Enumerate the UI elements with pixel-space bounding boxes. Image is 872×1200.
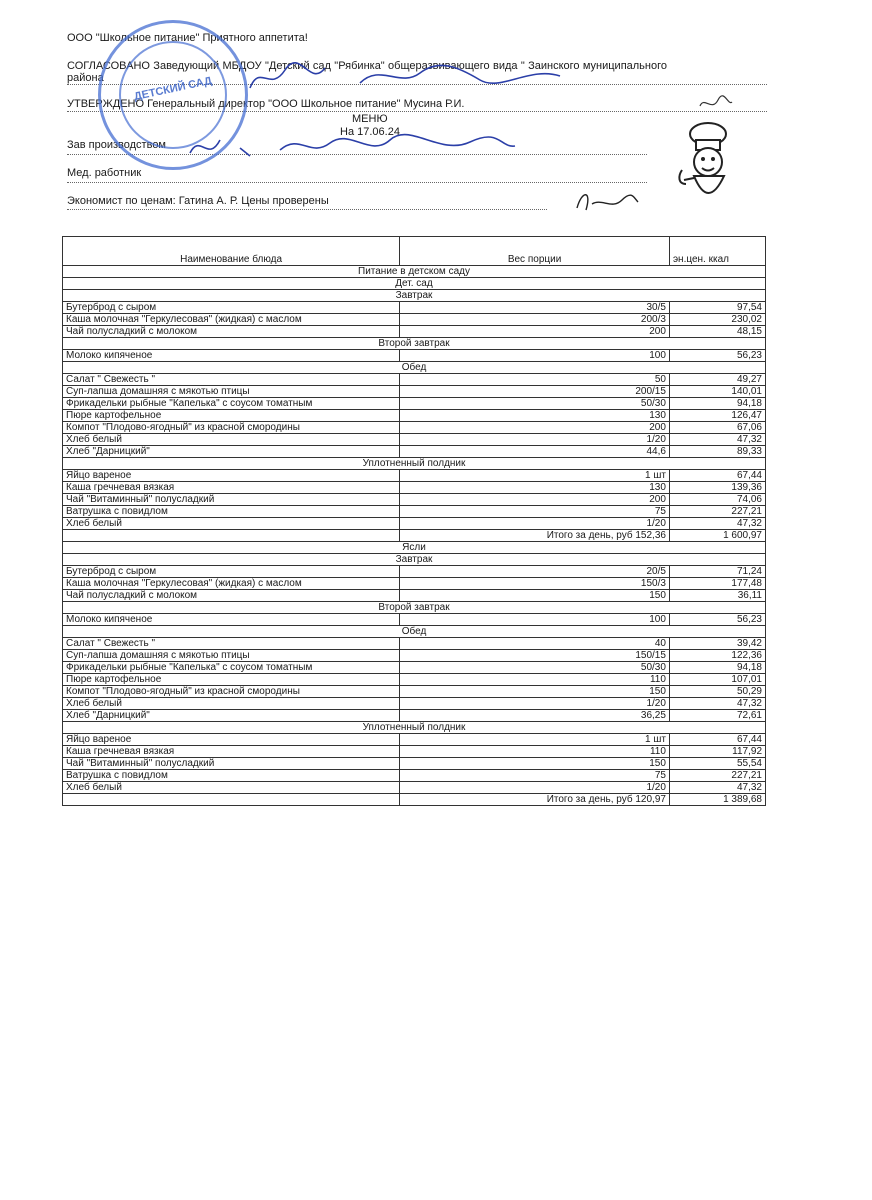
total-label: Итого за день, руб 120,97	[400, 794, 670, 806]
energy-kcal: 89,33	[669, 446, 765, 458]
portion-weight: 150	[400, 590, 670, 602]
total-spacer	[63, 530, 400, 542]
portion-weight: 1 шт	[400, 470, 670, 482]
dotted-divider	[67, 209, 547, 210]
dish-name: Фрикадельки рыбные "Капелька" с соусом томатным	[63, 662, 400, 674]
portion-weight: 1/20	[400, 782, 670, 794]
production-head: Зав производством	[67, 139, 166, 151]
dish-name: Чай "Витаминный" полусладкий	[63, 494, 400, 506]
meal-title: Обед	[63, 362, 766, 374]
table-row	[63, 326, 766, 338]
portion-weight: 44,6	[400, 446, 670, 458]
energy-kcal: 94,18	[669, 662, 765, 674]
dish-name: Хлеб белый	[63, 782, 400, 794]
group-title-row	[63, 542, 766, 554]
portion-weight: 50/30	[400, 398, 670, 410]
table-row	[63, 494, 766, 506]
energy-kcal: 67,06	[669, 422, 765, 434]
dish-name: Хлеб "Дарницкий"	[63, 446, 400, 458]
table-header-row	[63, 237, 766, 266]
med-worker: Мед. работник	[67, 167, 142, 179]
dish-name: Ватрушка с повидлом	[63, 770, 400, 782]
signature-handwritten	[572, 188, 642, 218]
portion-weight: 130	[400, 410, 670, 422]
menu-table	[62, 236, 766, 806]
energy-kcal: 122,36	[669, 650, 765, 662]
table-row	[63, 710, 766, 722]
table-row	[63, 686, 766, 698]
table-row	[63, 746, 766, 758]
table-row	[63, 470, 766, 482]
table-row	[63, 446, 766, 458]
portion-weight: 150/15	[400, 650, 670, 662]
energy-kcal: 39,42	[669, 638, 765, 650]
portion-weight: 75	[400, 506, 670, 518]
energy-kcal: 67,44	[669, 470, 765, 482]
table-row	[63, 578, 766, 590]
table-row	[63, 410, 766, 422]
dish-name: Суп-лапша домашняя с мякотью птицы	[63, 386, 400, 398]
table-row	[63, 398, 766, 410]
table-row	[63, 782, 766, 794]
portion-weight: 1 шт	[400, 734, 670, 746]
portion-weight: 1/20	[400, 434, 670, 446]
energy-kcal: 230,02	[669, 314, 765, 326]
portion-weight: 1/20	[400, 518, 670, 530]
total-kcal: 1 389,68	[669, 794, 765, 806]
dish-name: Яйцо вареное	[63, 734, 400, 746]
energy-kcal: 117,92	[669, 746, 765, 758]
meal-title-row	[63, 602, 766, 614]
energy-kcal: 140,01	[669, 386, 765, 398]
table-row	[63, 566, 766, 578]
column-header-weight: Вес порции	[400, 237, 670, 266]
energy-kcal: 47,32	[669, 698, 765, 710]
table-row	[63, 614, 766, 626]
energy-kcal: 49,27	[669, 374, 765, 386]
dotted-divider	[67, 182, 647, 183]
group-title: Дет. сад	[63, 278, 766, 290]
portion-weight: 110	[400, 746, 670, 758]
portion-weight: 200/3	[400, 314, 670, 326]
portion-weight: 36,25	[400, 710, 670, 722]
energy-kcal: 56,23	[669, 614, 765, 626]
energy-kcal: 47,32	[669, 434, 765, 446]
table-row	[63, 434, 766, 446]
table-row	[63, 770, 766, 782]
meal-title-row	[63, 458, 766, 470]
dish-name: Чай полусладкий с молоком	[63, 326, 400, 338]
portion-weight: 1/20	[400, 698, 670, 710]
meal-title: Второй завтрак	[63, 338, 766, 350]
table-row	[63, 698, 766, 710]
portion-weight: 200	[400, 494, 670, 506]
dish-name: Молоко кипяченое	[63, 350, 400, 362]
energy-kcal: 72,61	[669, 710, 765, 722]
signature-handwritten	[240, 58, 570, 98]
meal-title-row	[63, 338, 766, 350]
energy-kcal: 227,21	[669, 770, 765, 782]
group-title-row	[63, 278, 766, 290]
dish-name: Пюре картофельное	[63, 674, 400, 686]
table-row	[63, 506, 766, 518]
table-row	[63, 638, 766, 650]
dish-name: Каша гречневая вязкая	[63, 746, 400, 758]
meal-title-row	[63, 626, 766, 638]
energy-kcal: 97,54	[669, 302, 765, 314]
portion-weight: 75	[400, 770, 670, 782]
portion-weight: 50	[400, 374, 670, 386]
meal-title-row	[63, 362, 766, 374]
portion-weight: 40	[400, 638, 670, 650]
dish-name: Хлеб белый	[63, 698, 400, 710]
dish-name: Суп-лапша домашняя с мякотью птицы	[63, 650, 400, 662]
meal-title: Завтрак	[63, 554, 766, 566]
meal-title: Обед	[63, 626, 766, 638]
table-row	[63, 674, 766, 686]
dish-name: Бутерброд с сыром	[63, 302, 400, 314]
energy-kcal: 47,32	[669, 518, 765, 530]
approved-line: СОГЛАСОВАНО Заведующий МБДОУ "Детский сад "Рябинка" общеразвивающего вида " Заинского муниципального района	[67, 60, 667, 84]
energy-kcal: 71,24	[669, 566, 765, 578]
energy-kcal: 177,48	[669, 578, 765, 590]
dish-name: Фрикадельки рыбные "Капелька" с соусом томатным	[63, 398, 400, 410]
table-row	[63, 386, 766, 398]
signature-handwritten	[180, 128, 520, 168]
portion-weight: 200	[400, 326, 670, 338]
portion-weight: 130	[400, 482, 670, 494]
table-row	[63, 314, 766, 326]
signature-handwritten	[696, 92, 736, 114]
dish-name: Каша молочная "Геркулесовая" (жидкая) с маслом	[63, 578, 400, 590]
table-row	[63, 302, 766, 314]
total-row	[63, 794, 766, 806]
portion-weight: 50/30	[400, 662, 670, 674]
meal-title-row	[63, 290, 766, 302]
dish-name: Каша молочная "Геркулесовая" (жидкая) с маслом	[63, 314, 400, 326]
column-header-kcal: эн.цен. ккал	[669, 237, 765, 266]
stamp-text: ДЕТСКИЙ САД	[132, 74, 214, 104]
dish-name: Хлеб "Дарницкий"	[63, 710, 400, 722]
portion-weight: 150/3	[400, 578, 670, 590]
dish-name: Салат " Свежесть "	[63, 374, 400, 386]
table-row	[63, 518, 766, 530]
table-row	[63, 758, 766, 770]
energy-kcal: 139,36	[669, 482, 765, 494]
dish-name: Компот "Плодово-ягодный" из красной смородины	[63, 686, 400, 698]
company-line: ООО "Школьное питание" Приятного аппетита!	[67, 32, 308, 44]
dish-name: Чай "Витаминный" полусладкий	[63, 758, 400, 770]
dish-name: Каша гречневая вязкая	[63, 482, 400, 494]
dish-name: Хлеб белый	[63, 434, 400, 446]
table-row	[63, 662, 766, 674]
dish-name: Ватрушка с повидлом	[63, 506, 400, 518]
energy-kcal: 48,15	[669, 326, 765, 338]
energy-kcal: 74,06	[669, 494, 765, 506]
meal-title-row	[63, 554, 766, 566]
dish-name: Пюре картофельное	[63, 410, 400, 422]
table-row	[63, 650, 766, 662]
dish-name: Чай полусладкий с молоком	[63, 590, 400, 602]
energy-kcal: 94,18	[669, 398, 765, 410]
portion-weight: 100	[400, 350, 670, 362]
energy-kcal: 67,44	[669, 734, 765, 746]
energy-kcal: 227,21	[669, 506, 765, 518]
dish-name: Бутерброд с сыром	[63, 566, 400, 578]
table-row	[63, 422, 766, 434]
energy-kcal: 50,29	[669, 686, 765, 698]
portion-weight: 100	[400, 614, 670, 626]
dish-name: Молоко кипяченое	[63, 614, 400, 626]
group-title: Ясли	[63, 542, 766, 554]
meal-title-row	[63, 722, 766, 734]
dish-name: Хлеб белый	[63, 518, 400, 530]
table-row	[63, 374, 766, 386]
energy-kcal: 47,32	[669, 782, 765, 794]
meal-title: Уплотненный полдник	[63, 722, 766, 734]
meal-title: Второй завтрак	[63, 602, 766, 614]
portion-weight: 20/5	[400, 566, 670, 578]
total-label: Итого за день, руб 152,36	[400, 530, 670, 542]
portion-weight: 200	[400, 422, 670, 434]
portion-weight: 30/5	[400, 302, 670, 314]
portion-weight: 200/15	[400, 386, 670, 398]
total-row	[63, 530, 766, 542]
energy-kcal: 55,54	[669, 758, 765, 770]
energy-kcal: 56,23	[669, 350, 765, 362]
table-row	[63, 482, 766, 494]
table-row	[63, 590, 766, 602]
energy-kcal: 126,47	[669, 410, 765, 422]
table-row	[63, 734, 766, 746]
total-spacer	[63, 794, 400, 806]
section-title-row	[63, 266, 766, 278]
section-title: Питание в детском саду	[63, 266, 766, 278]
economist-line: Экономист по ценам: Гатина А. Р. Цены проверены	[67, 195, 329, 207]
dish-name: Компот "Плодово-ягодный" из красной смородины	[63, 422, 400, 434]
chef-icon	[672, 120, 742, 210]
total-kcal: 1 600,97	[669, 530, 765, 542]
portion-weight: 110	[400, 674, 670, 686]
energy-kcal: 36,11	[669, 590, 765, 602]
portion-weight: 150	[400, 686, 670, 698]
dish-name: Яйцо вареное	[63, 470, 400, 482]
portion-weight: 150	[400, 758, 670, 770]
table-row	[63, 350, 766, 362]
confirmed-line: УТВЕРЖДЕНО Генеральный директор "ООО Школьное питание" Мусина Р.И.	[67, 98, 465, 110]
dish-name: Салат " Свежесть "	[63, 638, 400, 650]
menu-date: На 17.06.24	[340, 126, 400, 138]
energy-kcal: 107,01	[669, 674, 765, 686]
column-header-dish: Наименование блюда	[63, 237, 400, 266]
meal-title: Уплотненный полдник	[63, 458, 766, 470]
meal-title: Завтрак	[63, 290, 766, 302]
menu-title: МЕНЮ	[352, 113, 388, 125]
